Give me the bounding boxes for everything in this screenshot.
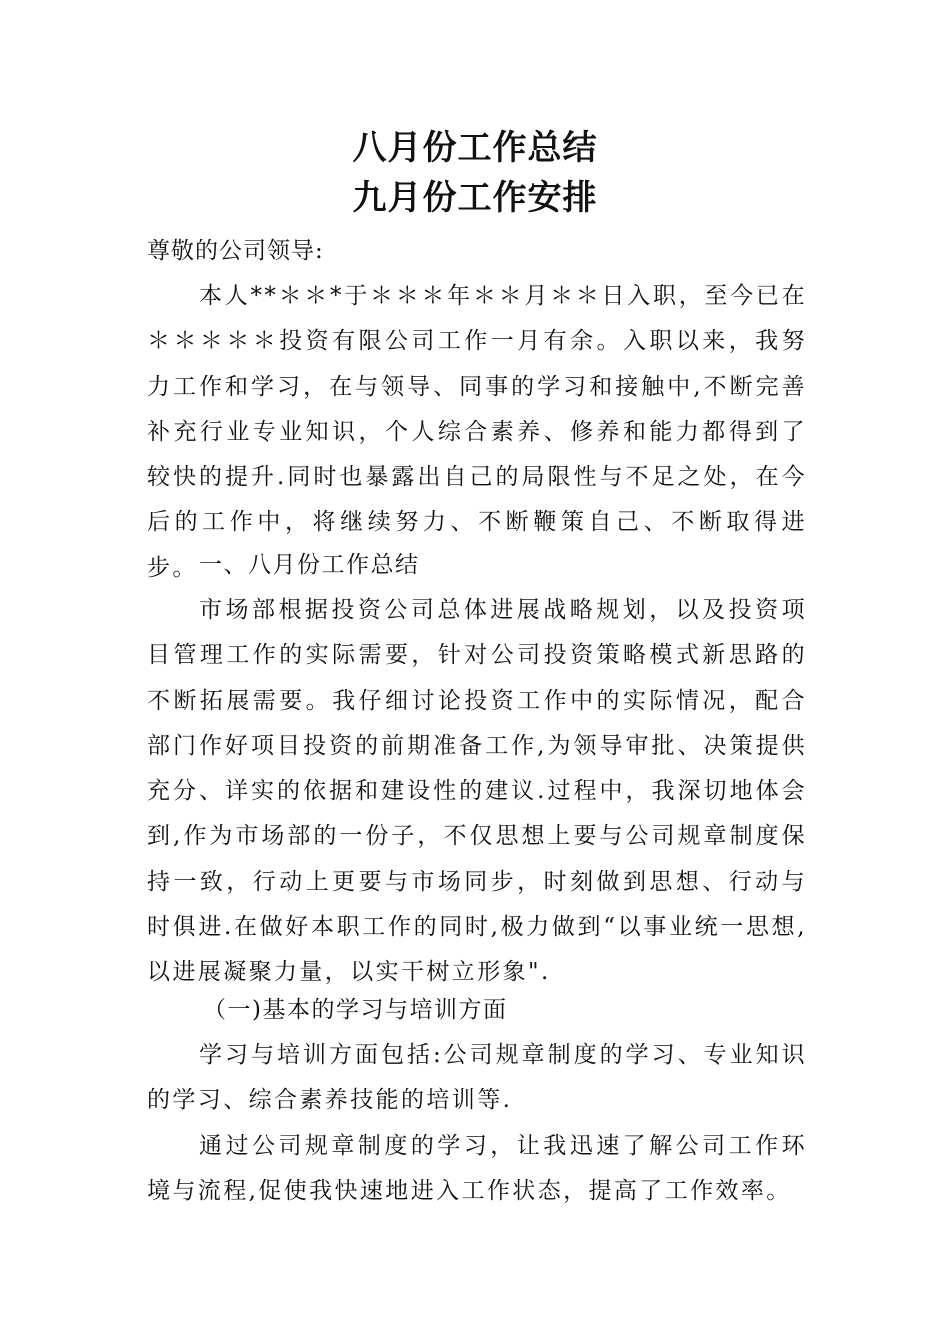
paragraph-market-department: 市场部根据投资公司总体进展战略规划，以及投资项目管理工作的实际需要，针对公司投资策略模式新思路的不断拓展需要。我仔细讨论投资工作中的实际情况，配合部门作好项目投资的前期准备工作,为领导审批、决策提供充分、详实的依据和建设性的建议.过程中，我深切地体会到,作为市场部的一份子，不仅思想上要与公司规章制度保持一致，行动上更要与市场同步，时刻做到思想、行动与时俱进.在做好本职工作的同时,极力做到“以事业统一思想,以进展凝聚力量，以实干树立形象". [147,597,807,986]
section-heading-august-summary: 一、八月份工作总结 [199,552,420,578]
paragraph-study-training: 学习与培训方面包括:公司规章制度的学习、专业知识的学习、综合素养技能的培训等. [147,1042,807,1114]
salutation: 尊敬的公司领导: [147,238,324,264]
subsection-heading-study-training: （一)基本的学习与培训方面 [203,997,508,1023]
paragraph-company-rules: 通过公司规章制度的学习，让我迅速了解公司工作环境与流程,促使我快速地进入工作状态，提高了工作效率。 [147,1133,807,1205]
document-title-line-2: 九月份工作安排 [352,178,598,218]
paragraph-introduction: 本人**＊＊*于＊＊＊年＊＊月＊＊日入职，至今已在＊＊＊＊＊投资有限公司工作一月有余。入职以来，我努力工作和学习，在与领导、同事的学习和接触中,不断完善补充行业专业知识，个人综合素养、修养和能力都得到了较快的提升.同时也暴露出自己的局限性与不足之处，在今后的工作中，将继续努力、不断鞭策自己、不断取得进步。 [147,283,807,581]
document-title-line-1: 八月份工作总结 [352,128,598,168]
